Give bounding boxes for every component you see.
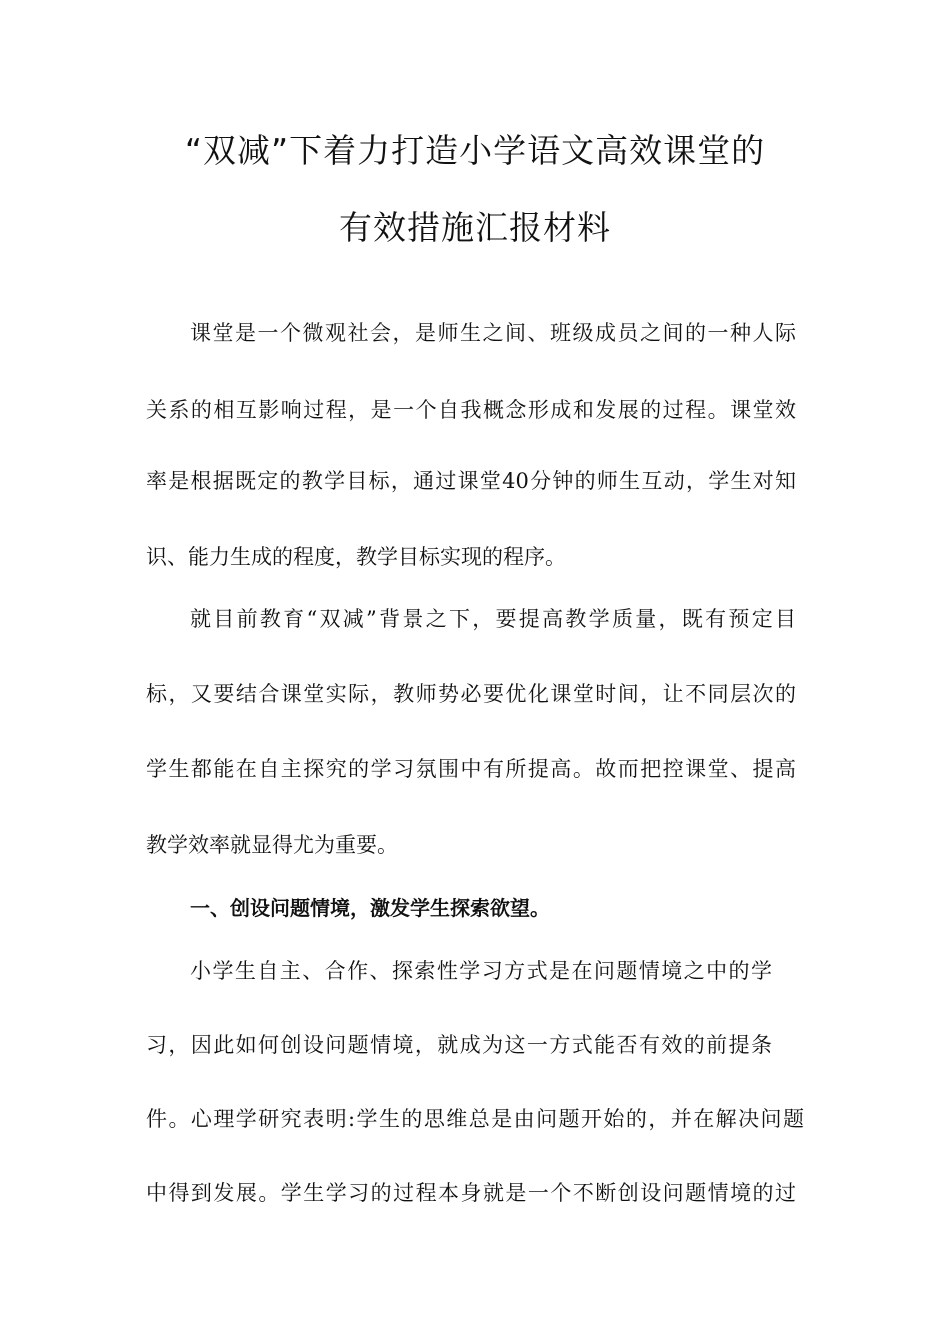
paragraph-2-line-1: 就目前教育“双减”背景之下，要提高教学质量，既有预定目: [190, 607, 796, 631]
paragraph-1-line-3: 率是根据既定的教学目标，通过课堂40分钟的师生互动，学生对知: [146, 469, 796, 493]
section-heading-1: 一、创设问题情境，激发学生探索欲望。: [190, 896, 550, 920]
paragraph-3-line-1: 小学生自主、合作、探索性学习方式是在问题情境之中的学: [190, 959, 772, 983]
document-title-line-1: “双减”下着力打造小学语文高效课堂的: [184, 131, 766, 170]
paragraph-3-line-2: 习，因此如何创设问题情境，就成为这一方式能否有效的前提条: [146, 1033, 772, 1057]
paragraph-2-line-2: 标，又要结合课堂实际，教师势必要优化课堂时间，让不同层次的: [146, 682, 796, 706]
document-title-line-2: 有效措施汇报材料: [339, 208, 611, 247]
paragraph-1-line-1: 课堂是一个微观社会，是师生之间、班级成员之间的一种人际: [190, 321, 796, 345]
paragraph-2-line-3: 学生都能在自主探究的学习氛围中有所提高。故而把控课堂、提高: [146, 757, 796, 781]
paragraph-1-line-4: 识、能力生成的程度，教学目标实现的程序。: [146, 545, 566, 569]
paragraph-3-line-4: 中得到发展。学生学习的过程本身就是一个不断创设问题情境的过: [146, 1181, 796, 1205]
paragraph-2-line-4: 教学效率就显得尤为重要。: [146, 833, 398, 857]
paragraph-1-line-2: 关系的相互影响过程，是一个自我概念形成和发展的过程。课堂效: [146, 398, 796, 422]
paragraph-3-line-3: 件。心理学研究表明:学生的思维总是由问题开始的，并在解决问题: [146, 1107, 804, 1131]
